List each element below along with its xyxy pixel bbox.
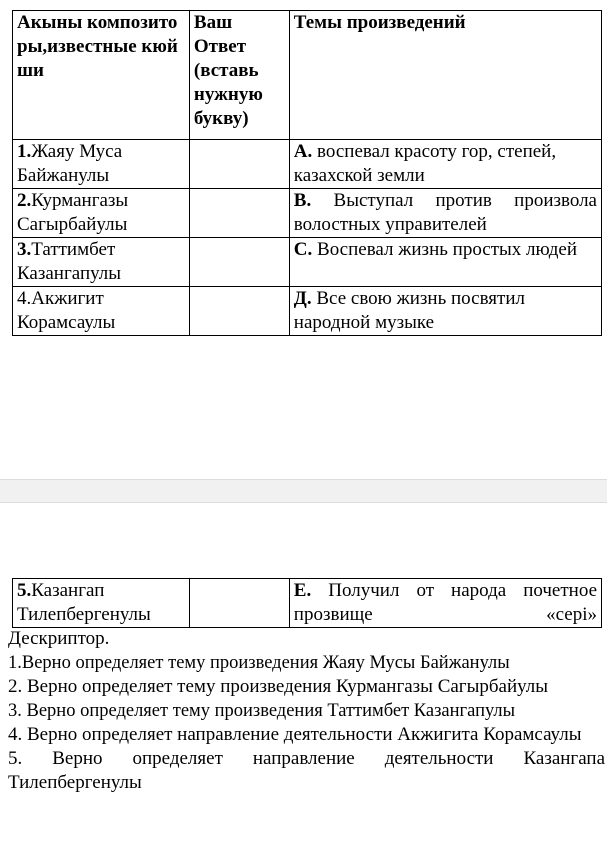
answer-cell[interactable] (189, 189, 289, 238)
answer-table-continued (12, 578, 602, 628)
descriptor-item: 4. Верно определяет направление деятельности Акжигита Корамсаулы (8, 724, 582, 745)
descriptor-item: 1.Верно определяет тему произведения Жаяу Мусы Байжанулы (8, 653, 510, 673)
theme-cell: А. воспевал красоту гор, степей, казахской земли (289, 140, 601, 189)
descriptor-item: 3. Верно определяет тему произведения Таттимбет Казангапулы (8, 701, 516, 721)
table-row (13, 287, 602, 336)
descriptor-item: 2. Верно определяет тему произведения Курмангазы Сагырбайулы (8, 676, 549, 697)
answer-cell[interactable] (189, 238, 289, 287)
answer-cell[interactable] (189, 287, 289, 336)
table-row (13, 238, 602, 287)
composer-cell: 2.Курмангазы Сагырбайулы (13, 189, 190, 238)
theme-cell: Е. Получил от народа почетное прозвище «сері» (289, 579, 601, 628)
composer-cell: 3.Таттимбет Казангапулы (13, 238, 190, 287)
composer-cell: 5.Казангап Тилепбергенулы (13, 579, 190, 628)
composer-cell: 1.Жаяу Муса Байжанулы (13, 140, 190, 189)
descriptor-title: Дескриптор. (8, 628, 110, 649)
page-break-divider (0, 479, 607, 503)
descriptor-block (8, 627, 605, 795)
table-row (13, 140, 602, 189)
header-composers: Акыны композиторы,известные кюйши (13, 11, 190, 140)
theme-cell: В. Выступал против произвола волостных управителей (289, 189, 601, 238)
composer-cell: 4.Акжигит Корамсаулы (13, 287, 190, 336)
header-themes: Темы произведений (289, 11, 601, 140)
table-row (13, 579, 602, 628)
theme-cell: С. Воспевал жизнь простых людей (289, 238, 601, 287)
table-row (13, 189, 602, 238)
answer-cell[interactable] (189, 579, 289, 628)
answer-table (12, 10, 602, 336)
header-answer: Ваш Ответ (вставь нужную букву) (189, 11, 289, 140)
descriptor-item: 5. Верно определяет направление деятельности Казангапа Тилепбергенулы (8, 748, 605, 793)
table-header-row (13, 11, 602, 140)
answer-cell[interactable] (189, 140, 289, 189)
theme-cell: Д. Все свою жизнь посвятил народной музыке (289, 287, 601, 336)
